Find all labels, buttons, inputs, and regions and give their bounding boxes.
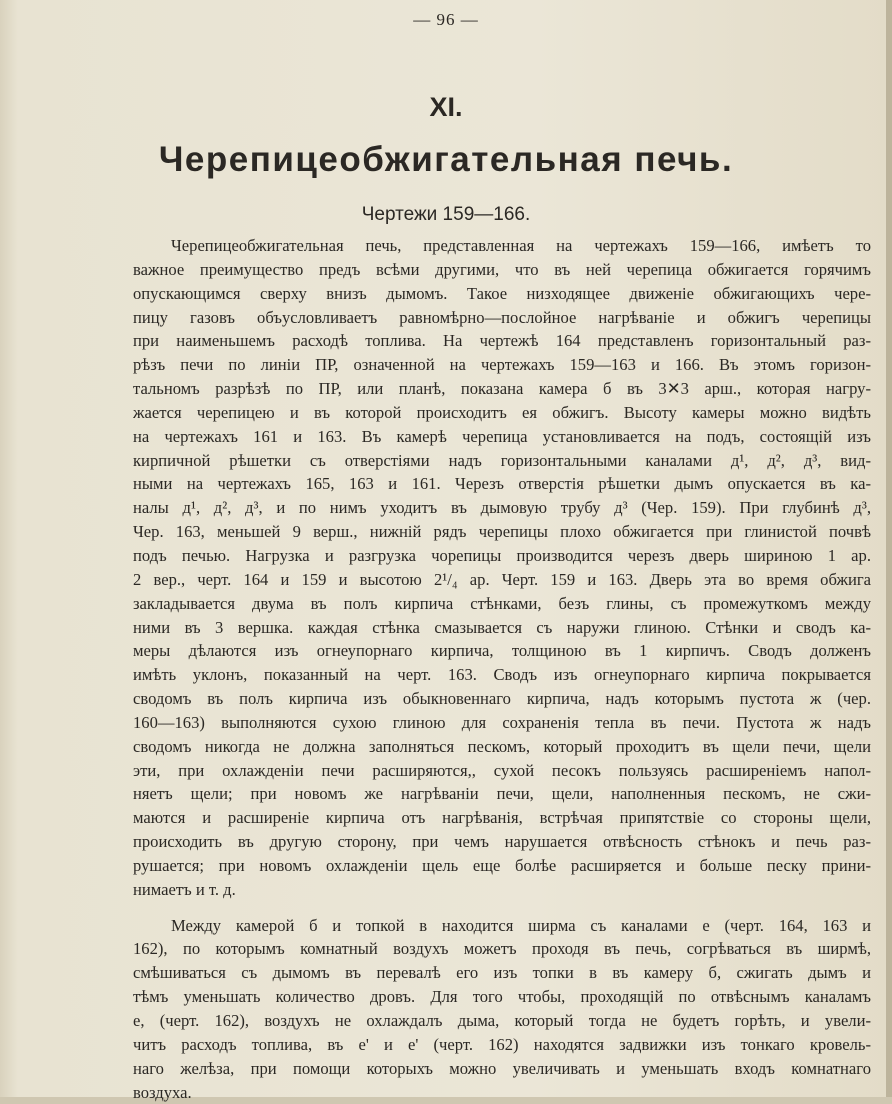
text-line: 2 вер., черт. 164 и 159 и высотою 2¹/₄ ар. Черт. 159 и 163. Дверь эта во время обжига <box>133 569 871 589</box>
paragraph-gap <box>133 902 871 914</box>
text-line: кирпичной рѣшетки съ отверстіями надъ горизонтальными каналами д¹, д², д³, вид- <box>133 450 871 470</box>
text-line: рушается; при новомъ охлажденіи щель еще болѣе расширяется и больше песку прини- <box>133 855 871 875</box>
text-line: имѣть уклонъ, показанный на черт. 163. Сводъ изъ огнеупорнаго кирпича покрывается <box>133 665 871 685</box>
text-line: сводомъ никогда не должна заполняться пескомъ, который проходитъ въ щели печи, щели <box>133 736 871 756</box>
text-line: сводомъ въ полъ кирпича изъ обыкновеннаго кирпича, надъ которымъ пустота ж (чер. <box>133 689 871 709</box>
text-line: налы д¹, д², д³, и по нимъ уходитъ въ дымовую трубу д³ (Чер. 159). При глубинѣ д³, <box>133 498 871 518</box>
text-line: закладывается двума въ полъ кирпича стѣнками, безъ глины, съ промежуткомъ между <box>133 593 871 613</box>
chapter-number: XI. <box>429 92 463 122</box>
text-line: меры дѣлаются изъ огнеупорнаго кирпича, толщиною въ 1 кирпичъ. Сводъ долженъ <box>133 641 871 661</box>
body-text <box>133 234 871 1104</box>
text-line: читъ расходъ топлива, въ е' и е' (черт. 162) находятся задвижки изъ тонкаго кровель- <box>133 1034 871 1054</box>
text-line: воздуха. <box>133 1082 192 1102</box>
text-line: эти, при охлажденіи печи расширяются,, сухой песокъ пользуясь расширеніемъ напол- <box>133 760 871 780</box>
text-line: подъ печью. Нагрузка и разгрузка чорепицы производится черезъ дверь шириною 1 ар. <box>133 545 871 565</box>
text-line: важное преимущество предъ всѣми другими, что въ ней черепица обжигается горячимъ <box>133 259 871 279</box>
text-line: тѣмъ уменьшать количество дровъ. Для того чтобы, проходящій по отвѣснымъ каналамъ <box>133 987 871 1007</box>
text-line: нимаетъ и т. д. <box>133 879 236 899</box>
text-line: пицу газовъ объусловливаетъ равномѣрно—послойное нагрѣваніе и обжигъ черепицы <box>133 307 871 327</box>
text-line: рѣзъ печи по линіи ПР, означенной на чертежахъ 159—163 и 166. Въ этомъ горизон- <box>133 355 871 375</box>
text-line: наго желѣза, при помощи которыхъ можно увеличивать и уменьшать входъ комнатнаго <box>133 1058 871 1078</box>
page-title: Черепицеобжигательная печь. <box>158 140 734 179</box>
text-line: опускающимся сверху внизъ дымомъ. Такое низходящее движеніе обжигающихъ чере- <box>133 283 871 303</box>
text-line: ними въ 3 вершка. каждая стѣнка смазывается съ наружи глиною. Стѣнки и сводъ ка- <box>133 617 871 637</box>
text-line: происходить въ другую сторону, при чемъ нарушается отвѣсность стѣнокъ и печь раз- <box>133 832 871 852</box>
text-line: ными на чертежахъ 165, 163 и 161. Черезъ отверстія рѣшетки дымъ опускается въ ка- <box>133 474 871 494</box>
paragraph-2 <box>133 914 871 1104</box>
text-line: на чертежахъ 161 и 163. Въ камерѣ черепица установливается на подъ, состоящій изъ <box>133 426 871 446</box>
text-line: няетъ щели; при новомъ же нагрѣваніи печи, щели, наполненныя пескомъ, не сжи- <box>133 784 871 804</box>
text-line: жается черепицею и въ которой происходитъ ея обжигъ. Высоту камеры можно видѣть <box>133 402 871 422</box>
paragraph-1 <box>133 234 871 902</box>
text-line: тальномъ разрѣзѣ по ПР, или планѣ, показана камера б въ 3✕3 арш., которая нагру- <box>133 379 871 399</box>
text-line: при наименьшемъ расходѣ топлива. На чертежѣ 164 представленъ горизонтальный раз- <box>133 331 871 351</box>
text-line: 160—163) выполняются сухою глиною для сохраненія тепла въ печи. Пустота ж надъ <box>133 712 871 732</box>
text-line: Между камерой б и топкой в находится ширма съ каналами е (черт. 164, 163 и <box>171 915 871 935</box>
text-line: маются и расширеніе кирпича отъ нагрѣванія, встрѣчая припятствіе со стороны щели, <box>133 808 871 828</box>
page-number: — 96 — <box>413 10 479 29</box>
text-line: е, (черт. 162), воздухъ не охлаждалъ дыма, который тогда не будетъ горѣть, и увели- <box>133 1011 871 1030</box>
text-line: смѣшиваться съ дымомъ въ перевалѣ его изъ топки в въ камеру б, сжигать дымъ и <box>133 963 871 983</box>
text-line: Чер. 163, меньшей 9 верш., нижній рядъ черепицы плохо обжигается при глинистой почвѣ <box>133 522 871 542</box>
text-line: 162), по которымъ комнатный воздухъ можетъ проходя въ печь, согрѣваться въ ширмѣ, <box>133 939 871 959</box>
drawings-subtitle: Чертежи 159—166. <box>361 204 531 225</box>
text-line: Черепицеобжигательная печь, представленная на чертежахъ 159—166, имѣетъ то <box>171 236 871 255</box>
